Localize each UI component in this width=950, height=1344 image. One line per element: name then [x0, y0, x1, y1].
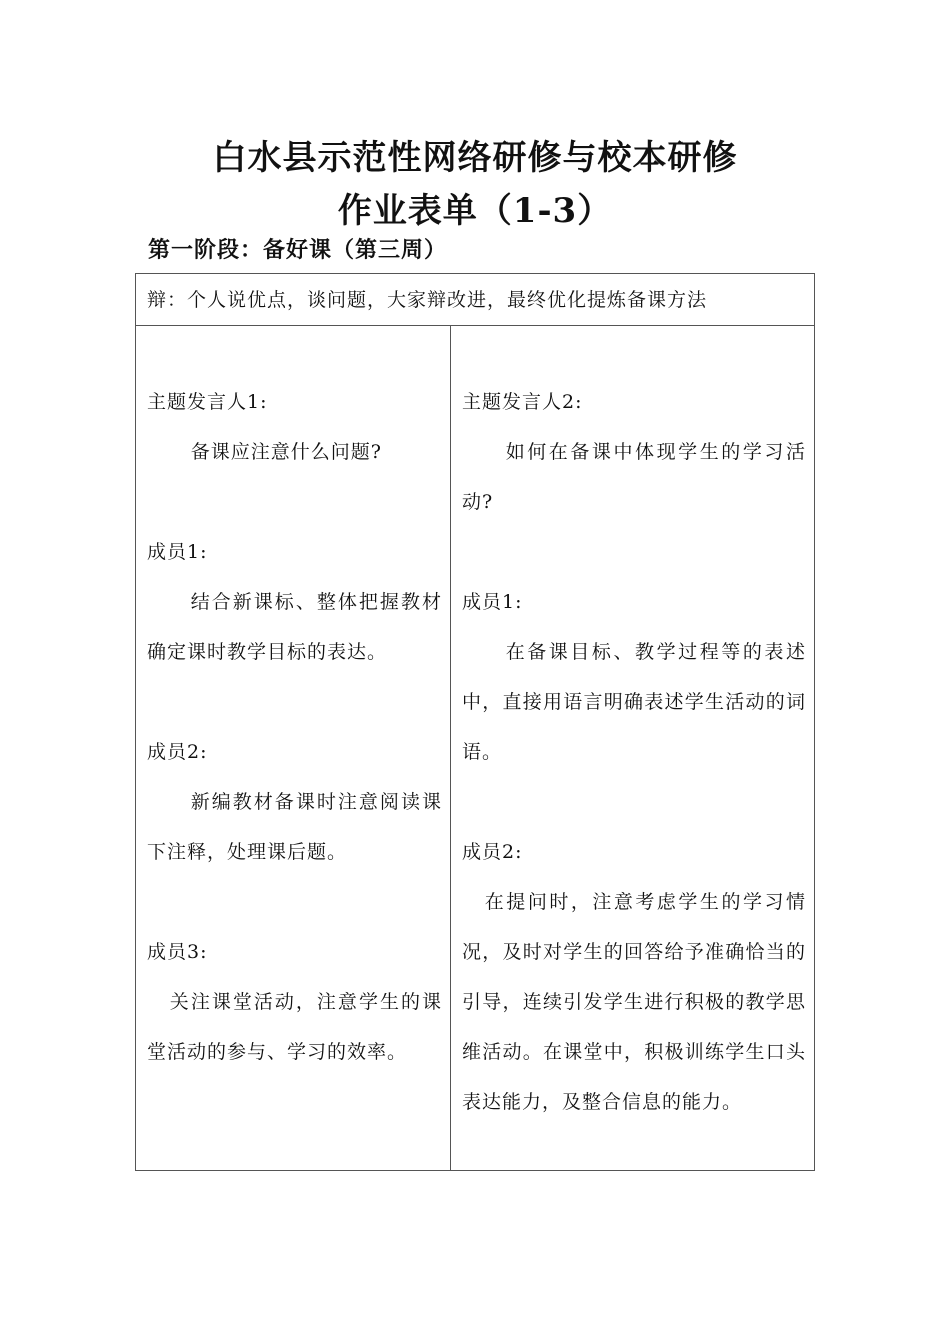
left-member3-label: 成员3: — [147, 941, 208, 963]
right-member2-label: 成员2: — [462, 841, 523, 863]
left-member1-label: 成员1: — [147, 541, 208, 563]
left-member2-label: 成员2: — [147, 741, 208, 763]
worksheet-table — [135, 273, 815, 1171]
right-member1-text: 在备课目标、教学过程等的表述中，直接用语言明确表述学生活动的词语。 — [462, 641, 806, 763]
speaker1-column — [136, 326, 450, 1077]
document-title-line1: 白水县示范性网络研修与校本研修 — [212, 138, 738, 178]
right-member1-label: 成员1: — [462, 591, 523, 613]
left-member2-text: 新编教材备课时注意阅读课下注释，处理课后题。 — [147, 791, 442, 863]
stage-heading: 第一阶段：备好课（第三周） — [148, 237, 448, 263]
left-member3-text: 关注课堂活动，注意学生的课堂活动的参与、学习的效率。 — [147, 991, 442, 1063]
left-member1-text: 结合新课标、整体把握教材确定课时教学目标的表达。 — [147, 591, 442, 663]
document-title-line2: 作业表单（1-3） — [337, 191, 613, 231]
speaker1-label: 主题发言人1: — [147, 391, 268, 413]
speaker2-column — [451, 326, 814, 1127]
debate-instruction-row: 辩：个人说优点，谈问题，大家辩改进，最终优化提炼备课方法 — [136, 274, 814, 326]
right-member2-text: 在提问时，注意考虑学生的学习情况，及时对学生的回答给予准确恰当的引导，连续引发学生进行积极的教学思维活动。在课堂中，积极训练学生口头表达能力，及整合信息的能力。 — [462, 891, 806, 1113]
speaker1-topic: 备课应注意什么问题? — [190, 441, 382, 463]
speaker2-topic: 如何在备课中体现学生的学习活动? — [462, 441, 806, 513]
speaker2-label: 主题发言人2: — [462, 391, 583, 413]
